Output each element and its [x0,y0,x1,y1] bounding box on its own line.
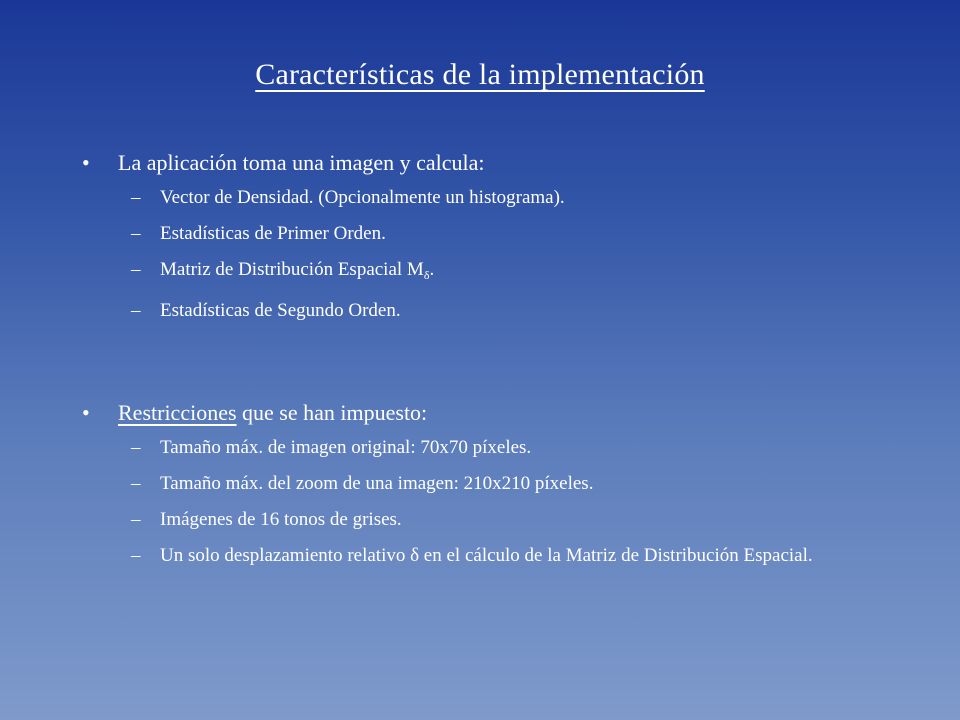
bullet-icon: • [82,150,90,175]
dash-icon: – [131,259,141,280]
list-item-text: Matriz de Distribución Espacial M [160,259,424,280]
list-item-text: Imágenes de 16 tonos de grises. [160,509,402,530]
list-item-text: Estadísticas de Segundo Orden. [160,300,401,321]
subscript-delta: δ [423,268,430,282]
heading-underlined: Restricciones [118,400,237,425]
slide-title: Características de la implementación [255,58,705,91]
list-item-text: Vector de Densidad. (Opcionalmente un histograma). [160,187,565,208]
section-calculations [80,148,880,335]
dash-icon: – [131,300,141,321]
list-item [80,472,880,496]
dash-icon: – [131,473,141,494]
list-item [80,222,880,246]
list-item-text: Un solo desplazamiento relativo δ en el cálculo de la Matriz de Distribución Espacial. [160,545,813,566]
list-item [80,258,880,287]
dash-icon: – [131,187,141,208]
section-restrictions [80,398,880,580]
restrictions-list [80,436,880,568]
heading-text: La aplicación toma una imagen y calcula: [118,150,485,175]
dash-icon: – [131,545,141,566]
list-item-text: Estadísticas de Primer Orden. [160,223,386,244]
calculations-list [80,186,880,323]
dash-icon: – [131,223,141,244]
list-item-text: Tamaño máx. de imagen original: 70x70 píxeles. [160,437,532,458]
list-item-suffix: . [429,259,435,280]
bullet-icon: • [82,400,90,425]
bullet-heading [80,148,880,178]
dash-icon: – [131,509,141,530]
list-item [80,508,880,532]
bullet-heading [80,398,880,428]
heading-text: que se han impuesto: [236,400,428,425]
list-item [80,544,880,568]
dash-icon: – [131,437,141,458]
list-item [80,186,880,210]
list-item [80,299,880,323]
list-item-text: Tamaño máx. del zoom de una imagen: 210x210 píxeles. [160,473,594,494]
list-item [80,436,880,460]
